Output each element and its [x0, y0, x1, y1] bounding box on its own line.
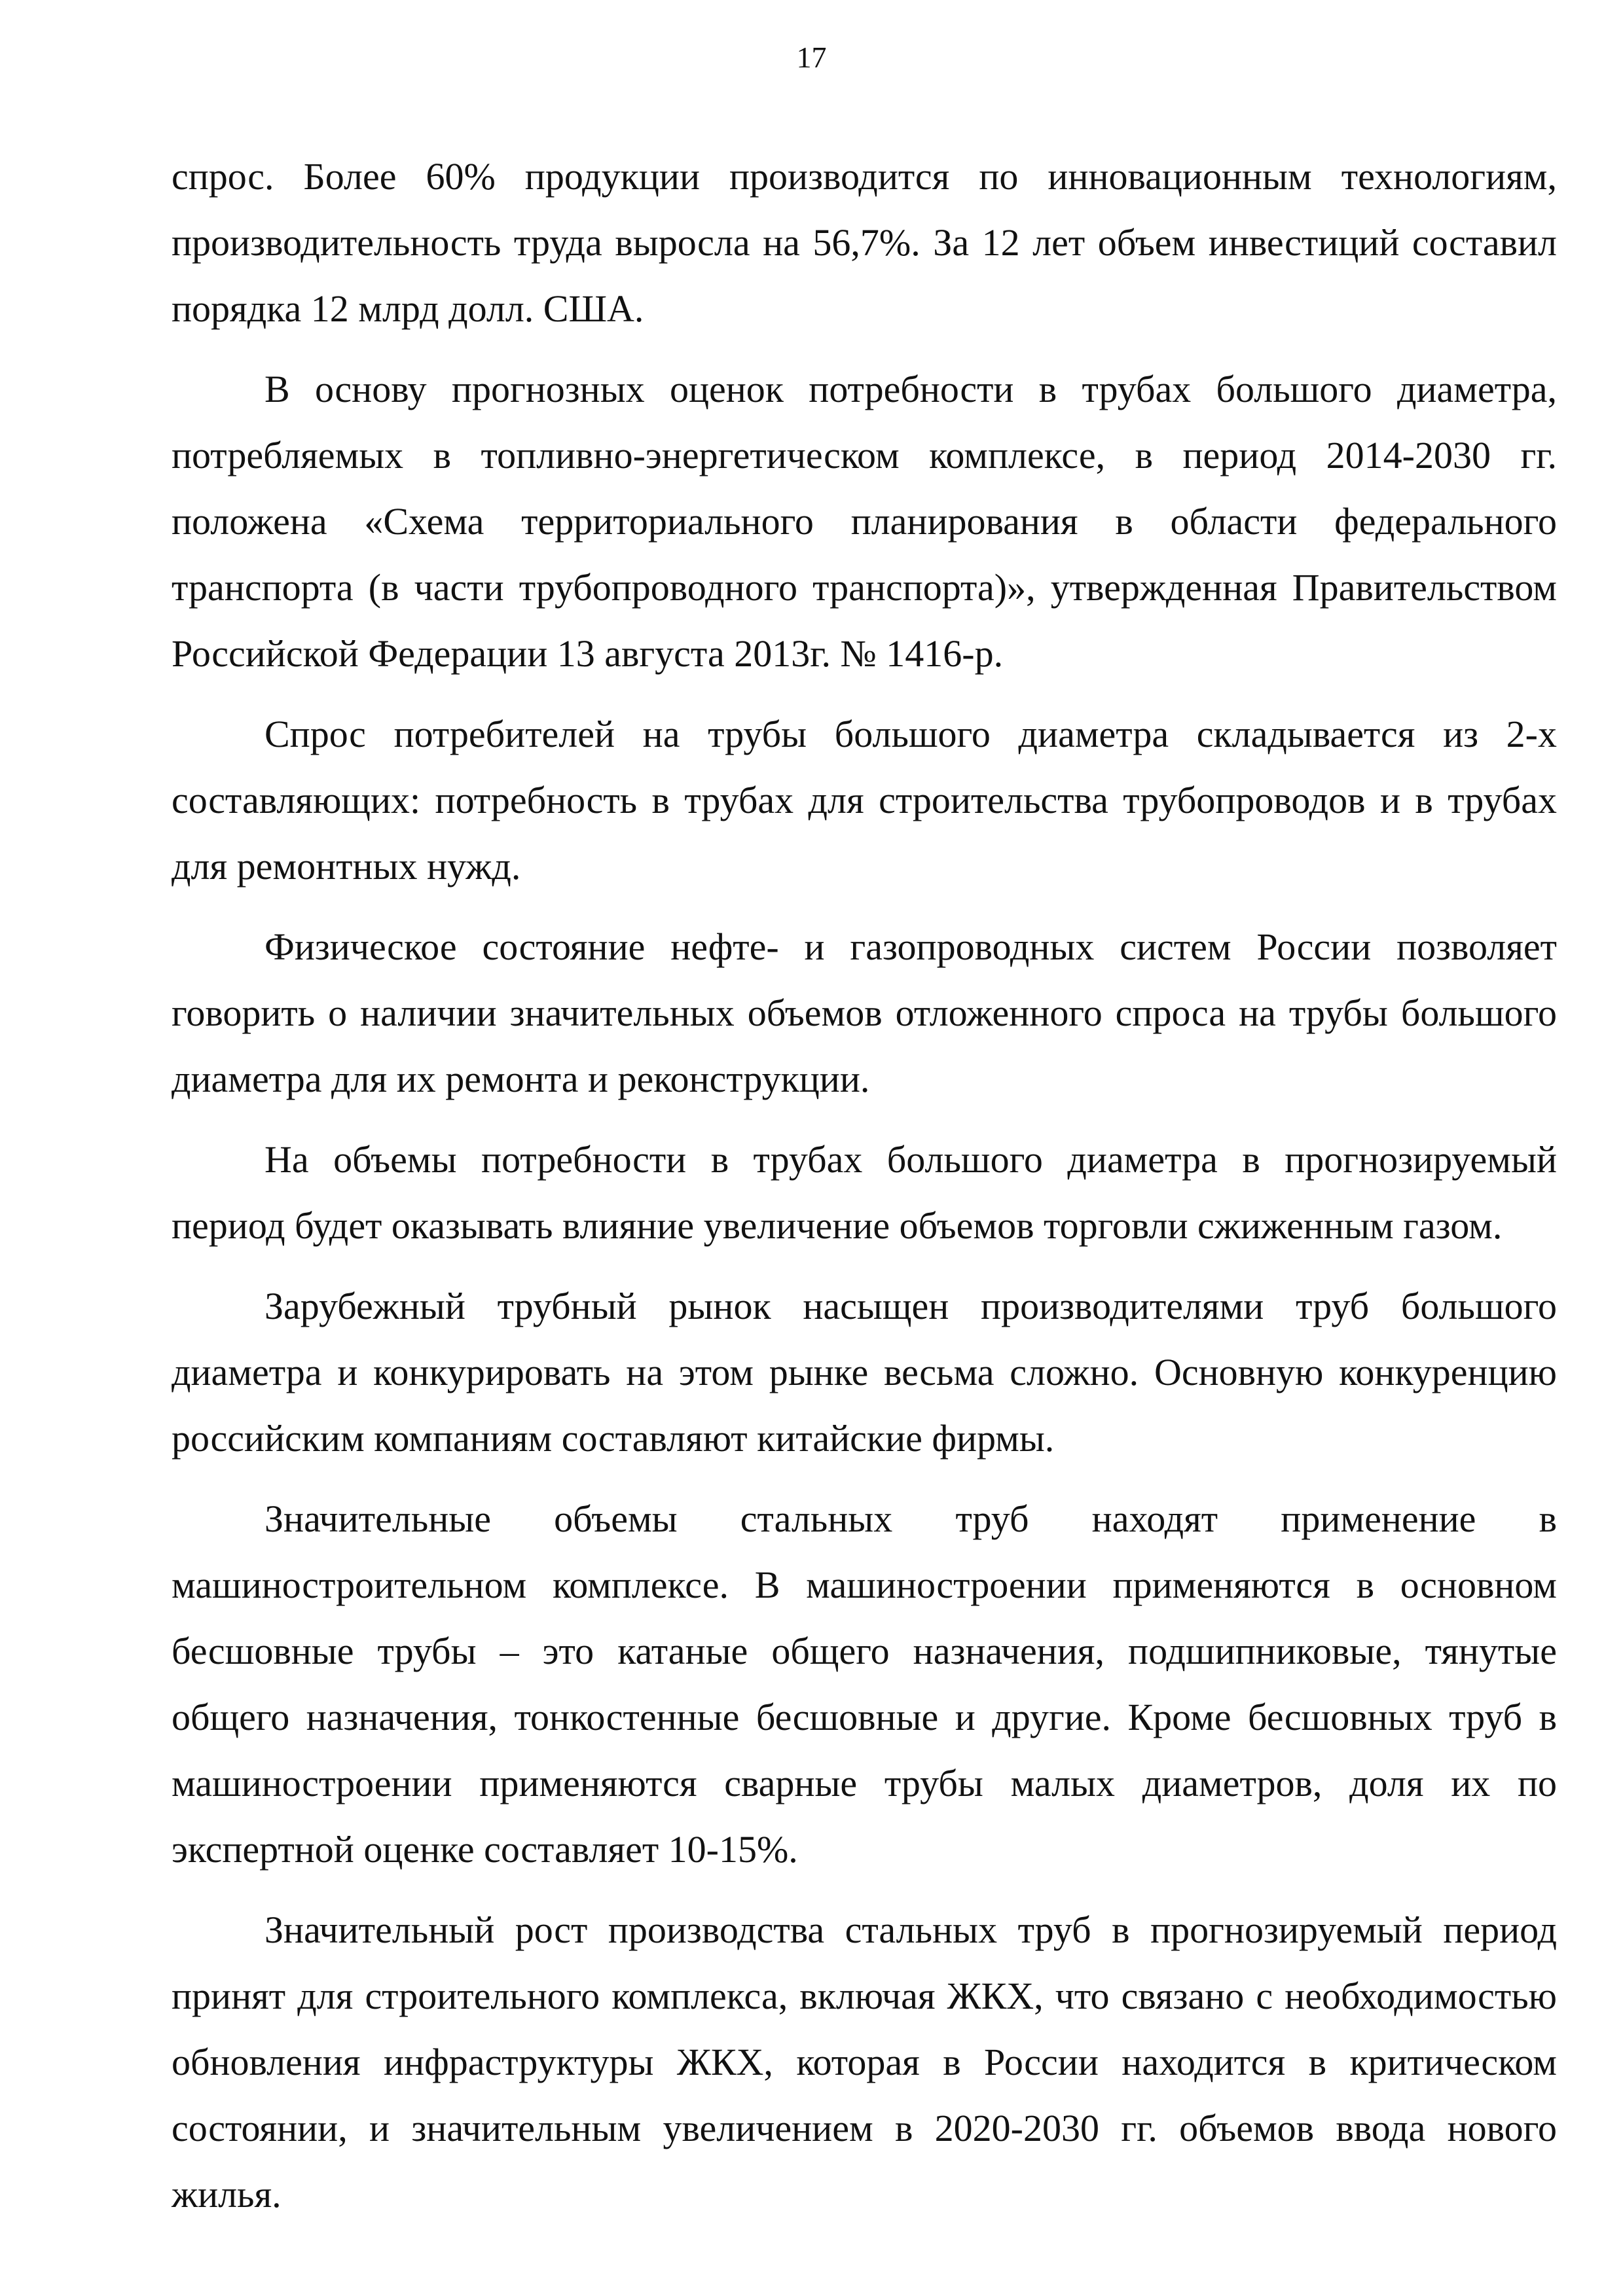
paragraph: Значительный рост производства стальных труб в прогнозируемый период принят для строительного комплекса, включая ЖКХ, что связано с необходимостью обновления инфраструктуры ЖКХ, которая в России находится в критическом состоянии, и значительным увеличением в 2020-2030 гг. объемов ввода нового жилья.	[172, 1909, 1557, 2215]
paragraph: Значительные объемы стальных труб находят применение в машиностроительном комплексе. В машиностроении применяются в основном бесшовные трубы – это катаные общего назначения, подшипниковые, тянутые общего назначения, тонкостенные бесшовные и другие. Кроме бесшовных труб в машиностроении применяются сварные трубы малых диаметров, доля их по экспертной оценке составляет 10-15%.	[172, 1498, 1557, 1871]
paragraph: В основу прогнозных оценок потребности в трубах большого диаметра, потребляемых в топливно-энергетическом комплексе, в период 2014-2030 гг. положена «Схема территориального планирования в области федерального транспорта (в части трубопроводного транспорта)», утвержденная Правительством Российской Федерации 13 августа 2013г. № 1416-р.	[172, 368, 1557, 675]
paragraph-continuation: спрос. Более 60% продукции производится по инновационным технологиям, производительность труда выросла на 56,7%. За 12 лет объем инвестиций составил порядка 12 млрд долл. США.	[172, 155, 1557, 330]
paragraph: Зарубежный трубный рынок насыщен производителями труб большого диаметра и конкурировать на этом рынке весьма сложно. Основную конкуренцию российским компаниям составляют китайские фирмы.	[172, 1285, 1557, 1460]
paragraph: Спрос потребителей на трубы большого диаметра складывается из 2-х составляющих: потребность в трубах для строительства трубопроводов и в трубах для ремонтных нужд.	[172, 713, 1557, 888]
paragraph: На объемы потребности в трубах большого диаметра в прогнозируемый период будет оказывать влияние увеличение объемов торговли сжиженным газом.	[172, 1138, 1557, 1247]
document-body	[172, 143, 1557, 2227]
page-number: 17	[796, 41, 827, 74]
paragraph: Физическое состояние нефте- и газопроводных систем России позволяет говорить о наличии значительных объемов отложенного спроса на трубы большого диаметра для их ремонта и реконструкции.	[172, 925, 1557, 1100]
